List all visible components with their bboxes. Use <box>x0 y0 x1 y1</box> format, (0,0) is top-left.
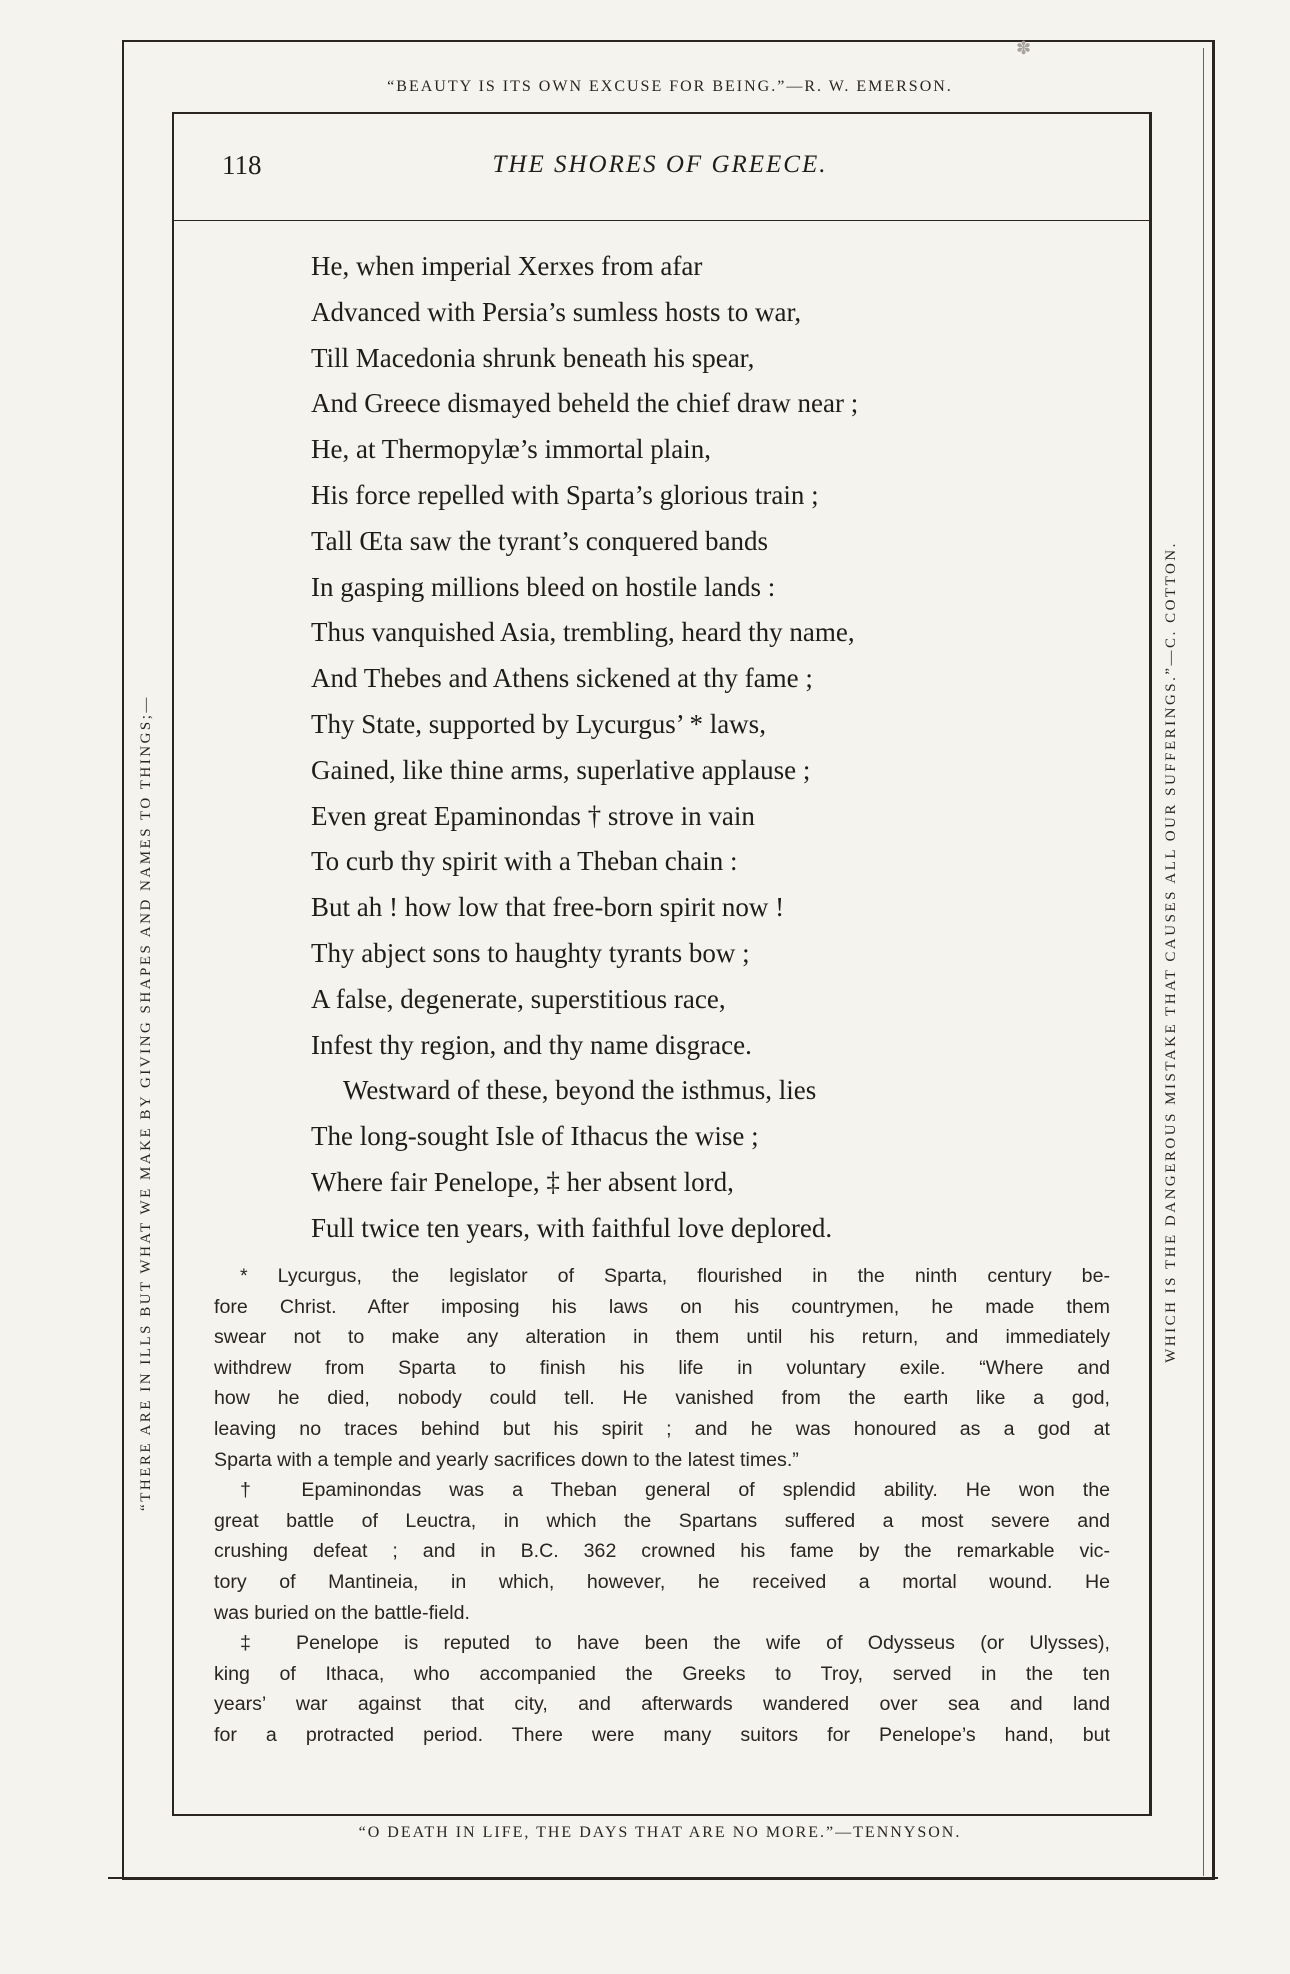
poem-line: In gasping millions bleed on hostile lands : <box>311 571 776 602</box>
page-number: 118 <box>222 150 262 180</box>
footnote-line: was buried on the battle-field. <box>214 1601 470 1624</box>
poem-line: Even great Epaminondas † strove in vain <box>311 800 755 831</box>
poem-line: Tall Œta saw the tyrant’s conquered bands <box>311 525 768 556</box>
bottom-border-rule <box>108 1877 1218 1879</box>
poem-line: Westward of these, beyond the isthmus, lies <box>343 1075 817 1106</box>
footnote-line: withdrew from Sparta to finish his life in voluntary exile. “Where and <box>214 1356 1110 1379</box>
poem-line: To curb thy spirit with a Theban chain : <box>311 846 738 877</box>
poem-line: Till Macedonia shrunk beneath his spear, <box>311 342 755 373</box>
footnote-line: great battle of Leuctra, in which the Spartans suffered a most severe and <box>214 1509 1110 1532</box>
poem-line: Advanced with Persia’s sumless hosts to war, <box>311 296 802 327</box>
poem-line: And Thebes and Athens sickened at thy fame ; <box>311 663 813 694</box>
footnote-epaminondas <box>214 1475 1110 1628</box>
header-divider <box>172 220 1152 221</box>
poem-line: Thy abject sons to haughty tyrants bow ; <box>311 937 750 968</box>
left-margin-quote: “THERE ARE IN ILLS BUT WHAT WE MAKE BY GIVING SHAPES AND NAMES TO THINGS;— <box>138 695 154 1511</box>
poem-line: He, at Thermopylæ’s immortal plain, <box>311 434 711 465</box>
right-border-rule <box>1203 48 1204 1876</box>
poem-line: Thus vanquished Asia, trembling, heard thy name, <box>311 617 855 648</box>
top-ornament: ✽ <box>1016 38 1032 58</box>
footnote-line: ‡ Penelope is reputed to have been the wife of Odysseus (or Ulysses), <box>240 1632 1110 1655</box>
footnote-line: leaving no traces behind but his spirit ; and he was honoured as a god at <box>214 1417 1110 1440</box>
footnote-line: for a protracted period. There were many suitors for Penelope’s hand, but <box>214 1723 1110 1746</box>
poem-body <box>311 244 1131 1252</box>
footnote-line: Sparta with a temple and yearly sacrifices down to the latest times.” <box>214 1448 799 1471</box>
footnote-line: crushing defeat ; and in B.C. 362 crowned his fame by the remarkable vic- <box>214 1540 1110 1563</box>
poem-line: Gained, like thine arms, superlative applause ; <box>311 754 811 785</box>
footnote-line: king of Ithaca, who accompanied the Greeks to Troy, served in the ten <box>214 1662 1110 1685</box>
footnote-lycurgus <box>214 1261 1110 1475</box>
running-head: THE SHORES OF GREECE. <box>492 151 828 178</box>
poem-line: Where fair Penelope, ‡ her absent lord, <box>311 1166 734 1197</box>
footnote-line: how he died, nobody could tell. He vanished from the earth like a god, <box>214 1387 1110 1410</box>
footnote-penelope <box>214 1628 1110 1750</box>
poem-line: Infest thy region, and thy name disgrace. <box>311 1029 752 1060</box>
bottom-margin-quote: “O DEATH IN LIFE, THE DAYS THAT ARE NO MORE.”—TENNYSON. <box>358 1824 962 1841</box>
poem-line: And Greece dismayed beheld the chief draw near ; <box>311 388 859 419</box>
footnotes <box>214 1261 1110 1751</box>
poem-line: His force repelled with Sparta’s glorious train ; <box>311 479 819 510</box>
right-margin-quote: WHICH IS THE DANGEROUS MISTAKE THAT CAUSES ALL OUR SUFFERINGS.”—C. COTTON. <box>1163 541 1179 1363</box>
poem-line: He, when imperial Xerxes from afar <box>311 251 703 281</box>
footnote-line: years’ war against that city, and afterwards wandered over sea and land <box>214 1693 1110 1716</box>
footnote-line: tory of Mantineia, in which, however, he received a mortal wound. He <box>214 1570 1110 1593</box>
footnote-line: † Epaminondas was a Theban general of splendid ability. He won the <box>240 1479 1110 1502</box>
footnote-line: * Lycurgus, the legislator of Sparta, flourished in the ninth century be- <box>240 1265 1110 1287</box>
top-margin-quote: “BEAUTY IS ITS OWN EXCUSE FOR BEING.”—R. W. EMERSON. <box>387 78 953 95</box>
poem-line: The long-sought Isle of Ithacus the wise ; <box>311 1121 759 1152</box>
poem-line: Full twice ten years, with faithful love deplored. <box>311 1212 833 1243</box>
poem-line: Thy State, supported by Lycurgus’ * laws, <box>311 708 766 739</box>
footnote-line: fore Christ. After imposing his laws on his countrymen, he made them <box>214 1295 1110 1318</box>
poem-line: A false, degenerate, superstitious race, <box>311 983 726 1014</box>
poem-line: But ah ! how low that free-born spirit now ! <box>311 892 785 923</box>
footnote-line: swear not to make any alteration in them until his return, and immediately <box>214 1326 1110 1349</box>
